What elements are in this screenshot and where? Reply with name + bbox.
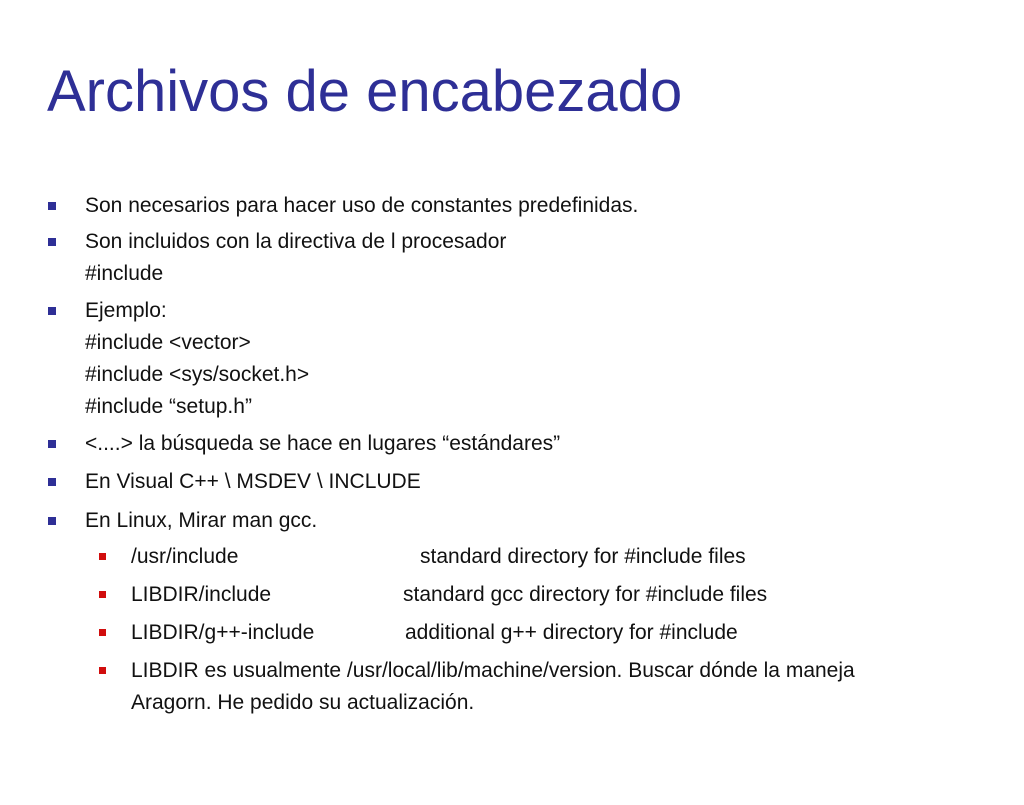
bullet-code: #include “setup.h” [85,395,252,418]
bullet-text: En Visual C++ \ MSDEV \ INCLUDE [85,470,421,493]
bullet-code: #include <vector> [85,331,251,354]
square-bullet-icon [99,629,106,636]
bullet-linux [85,505,317,537]
bullet-text: Ejemplo: [85,299,167,322]
sub-bullet-libdir-note [131,655,855,719]
slide-title: Archivos de encabezado [47,59,683,124]
square-bullet-icon [99,591,106,598]
sub-bullet-usr-include [131,541,746,573]
bullet-directiva [85,226,506,290]
include-description: standard gcc directory for #include files [403,583,768,606]
square-bullet-icon [48,478,56,486]
bullet-text: Aragorn. He pedido su actualización. [131,691,475,714]
bullet-busqueda [85,428,560,460]
bullet-code: #include [85,262,164,285]
square-bullet-icon [48,440,56,448]
bullet-code: #include <sys/socket.h> [85,363,310,386]
bullet-visual-cpp [85,466,421,498]
bullet-text: En Linux, Mirar man gcc. [85,509,318,532]
square-bullet-icon [48,307,56,315]
square-bullet-icon [48,517,56,525]
bullet-text: LIBDIR es usualmente /usr/local/lib/machine/version. Buscar dónde la maneja [131,659,855,682]
bullet-text: Son necesarios para hacer uso de constantes predefinidas. [85,194,639,217]
include-path: /usr/include [131,545,239,568]
bullet-text: Son incluidos con la directiva de l procesador [85,230,507,253]
include-description: standard directory for #include files [420,545,746,568]
square-bullet-icon [48,202,56,210]
bullet-constantes [85,190,638,222]
include-path: LIBDIR/g++-include [131,621,315,644]
include-path: LIBDIR/include [131,583,272,606]
sub-bullet-libdir-include [131,579,768,611]
square-bullet-icon [99,553,106,560]
include-description: additional g++ directory for #include [405,621,738,644]
square-bullet-icon [48,238,56,246]
sub-bullet-libdir-gpp [131,617,738,649]
bullet-text: <....> la búsqueda se hace en lugares “estándares” [85,432,561,455]
square-bullet-icon [99,667,106,674]
bullet-ejemplo [85,295,309,423]
